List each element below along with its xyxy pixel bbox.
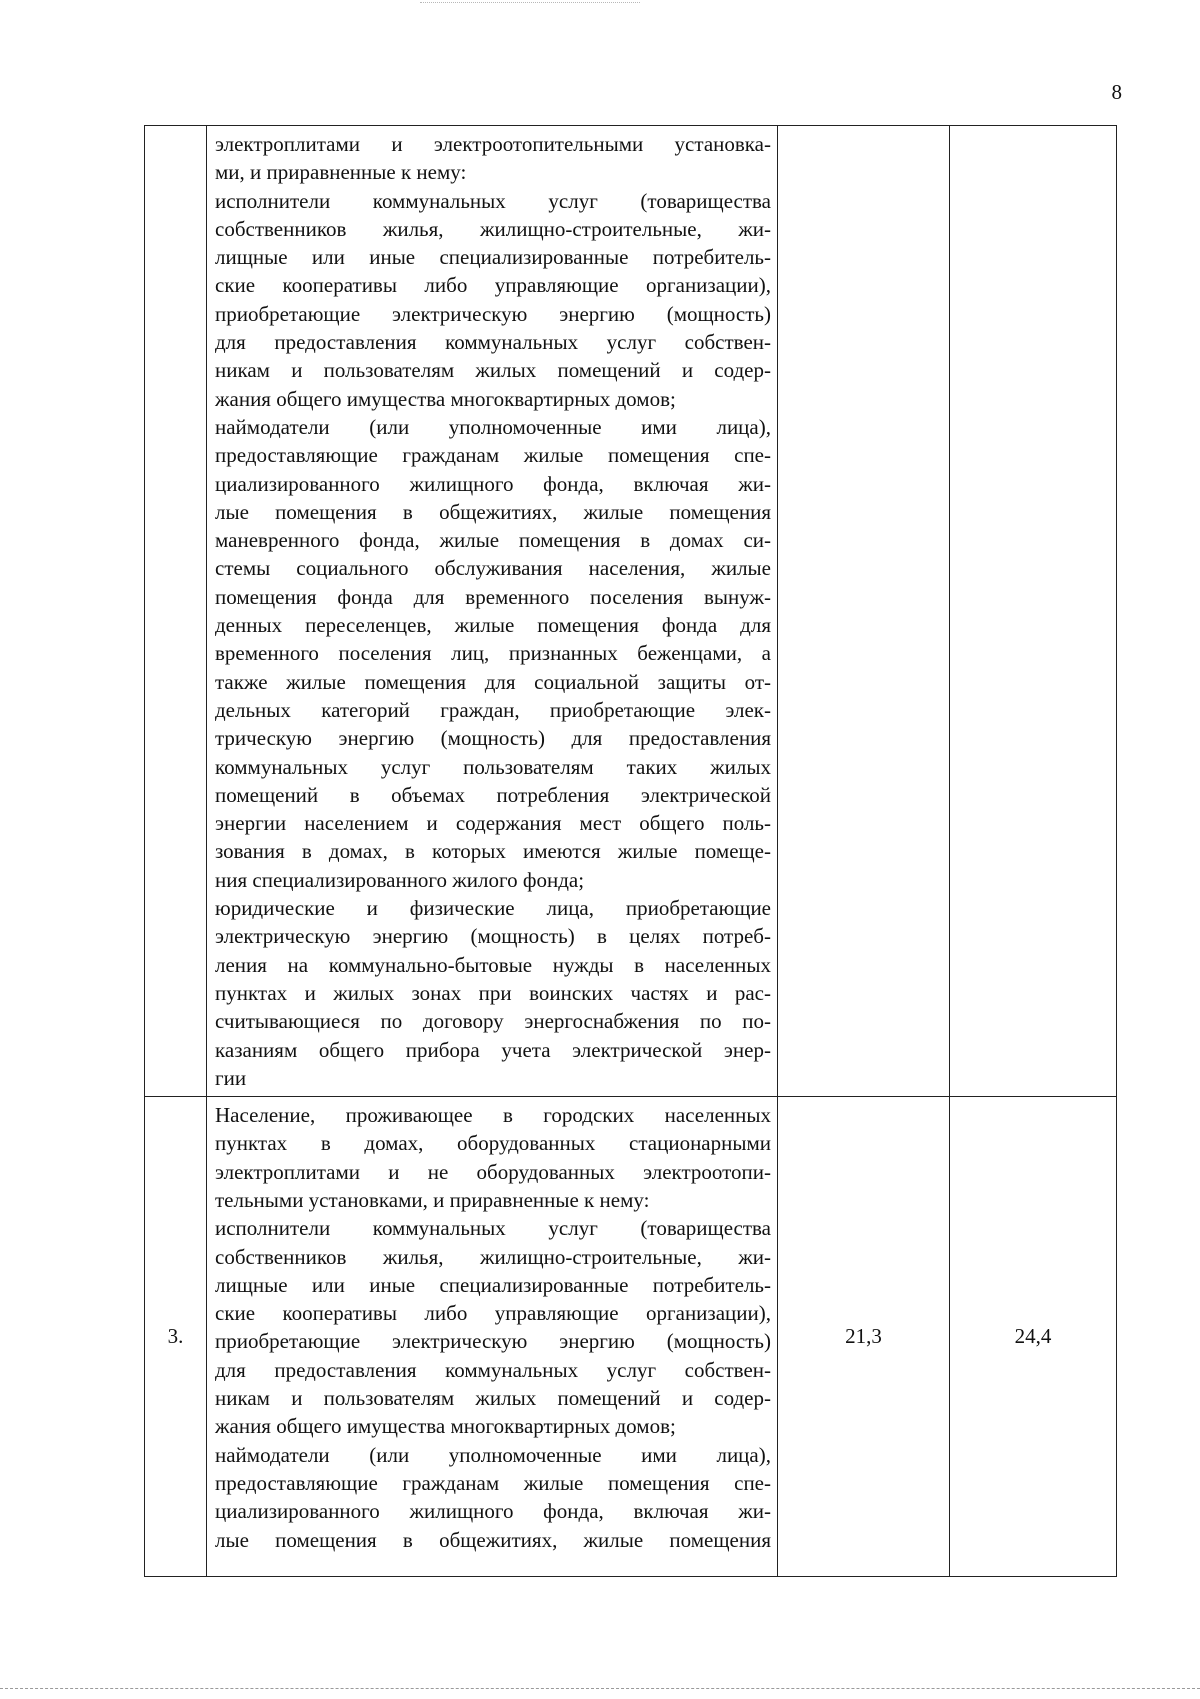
- description-line: наймодатели (или уполномоченные ими лица),: [215, 1442, 771, 1467]
- description-line: энергии населением и содержания мест общего поль-: [215, 811, 771, 836]
- description-line: коммунальных услуг пользователям таких жилых: [215, 754, 771, 779]
- description-line: предоставляющие гражданам жилые помещения спе-: [215, 443, 771, 468]
- table-row-continued: [145, 126, 1117, 1097]
- description-line: предоставляющие гражданам жилые помещения спе-: [215, 1470, 771, 1495]
- tariff-value-2-cell: [950, 126, 1117, 1097]
- description-line: пунктах в домах, оборудованных стационарными: [215, 1131, 771, 1156]
- description-line: лые помещения в общежитиях, жилые помещения: [215, 1527, 771, 1552]
- description-line: ми, и приравненные к нему:: [215, 160, 467, 185]
- description-line: юридические и физические лица, приобретающие: [215, 896, 771, 921]
- description-line: собственников жилья, жилищно-строительные, жи-: [215, 1244, 771, 1269]
- description-line: помещения фонда для временного поселения вынуж-: [215, 584, 771, 609]
- row-number-cell: 3.: [145, 1097, 207, 1577]
- description-line: гии: [215, 1065, 247, 1090]
- description-line: исполнители коммунальных услуг (товарищества: [215, 1216, 771, 1241]
- description-line: исполнители коммунальных услуг (товарищества: [215, 188, 771, 213]
- description-line: приобретающие электрическую энергию (мощность): [215, 1329, 771, 1354]
- description-line: для предоставления коммунальных услуг собствен-: [215, 1357, 771, 1382]
- description-line: ские кооперативы либо управляющие организации),: [215, 1301, 771, 1326]
- description-line: помещений в объемах потребления электрической: [215, 782, 771, 807]
- description-line: ления на коммунально-бытовые нужды в населенных: [215, 952, 771, 977]
- description-line: зования в домах, в которых имеются жилые помеще-: [215, 839, 771, 864]
- description-line: электроплитами и не оборудованных электроотопи-: [215, 1159, 771, 1184]
- description-line: маневренного фонда, жилые помещения в домах си-: [215, 528, 771, 553]
- row-number-cell: [145, 126, 207, 1097]
- description-line: ния специализированного жилого фонда;: [215, 867, 585, 892]
- description-line: лищные или иные специализированные потребитель-: [215, 1272, 771, 1297]
- scan-edge-mark: [420, 2, 640, 3]
- description-line: лые помещения в общежитиях, жилые помещения: [215, 499, 771, 524]
- description-line: ские кооперативы либо управляющие организации),: [215, 273, 771, 298]
- description-line: денных переселенцев, жилые помещения фонда для: [215, 613, 771, 638]
- tariff-value-1-cell: 21,3: [778, 1097, 950, 1577]
- description-line: дельных категорий граждан, приобретающие элек-: [215, 697, 771, 722]
- description-line: никам и пользователям жилых помещений и содер-: [215, 1386, 771, 1411]
- description-line: электрическую энергию (мощность) в целях потреб-: [215, 924, 771, 949]
- description-line: наймодатели (или уполномоченные ими лица),: [215, 414, 771, 439]
- description-line: никам и пользователям жилых помещений и содер-: [215, 358, 771, 383]
- description-line: стемы социального обслуживания населения, жилые: [215, 556, 771, 581]
- description-line: собственников жилья, жилищно-строительные, жи-: [215, 216, 771, 241]
- description-line: временного поселения лиц, признанных беженцами, а: [215, 641, 771, 666]
- description-line: казаниям общего прибора учета электрической энер-: [215, 1037, 771, 1062]
- description-line: жания общего имущества многоквартирных домов;: [215, 386, 676, 411]
- table-row-3: [145, 1097, 1117, 1577]
- description-line: электроплитами и электроотопительными установка-: [215, 132, 771, 156]
- page-number: 8: [1111, 80, 1122, 104]
- description-cell: [207, 126, 778, 1097]
- tariff-value-1-cell: [778, 126, 950, 1097]
- description-cell: [207, 1097, 778, 1577]
- description-line: лищные или иные специализированные потребитель-: [215, 245, 771, 270]
- description-line: циализированного жилищного фонда, включая жи-: [215, 1499, 771, 1524]
- description-line: приобретающие электрическую энергию (мощность): [215, 301, 771, 326]
- tariff-value-2-cell: 24,4: [950, 1097, 1117, 1577]
- description-line: считывающиеся по договору энергоснабжения по по-: [215, 1009, 771, 1034]
- description-line: для предоставления коммунальных услуг собствен-: [215, 330, 771, 355]
- description-line: пунктах и жилых зонах при воинских частях и рас-: [215, 980, 771, 1005]
- description-line: также жилые помещения для социальной защиты от-: [215, 669, 771, 694]
- description-line: Население, проживающее в городских населенных: [215, 1103, 771, 1128]
- description-line: жания общего имущества многоквартирных домов;: [215, 1414, 676, 1439]
- description-line: трическую энергию (мощность) для предоставления: [215, 726, 771, 751]
- description-line: тельными установками, и приравненные к нему:: [215, 1187, 650, 1212]
- tariff-table: [144, 125, 1117, 1577]
- description-line: циализированного жилищного фонда, включая жи-: [215, 471, 771, 496]
- scan-bottom-edge: [0, 1688, 1200, 1689]
